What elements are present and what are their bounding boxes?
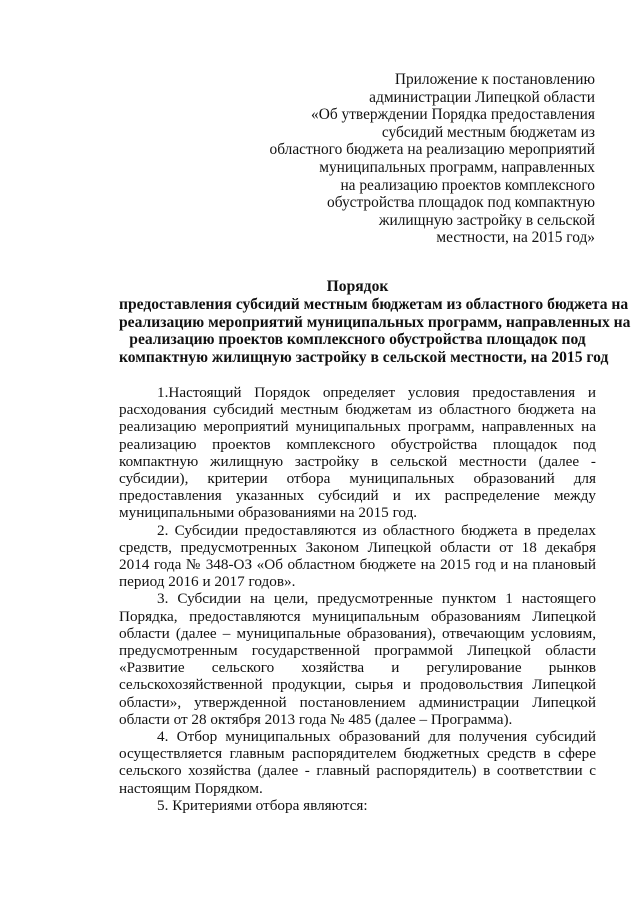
- appendix-line: местности, на 2015 год»: [436, 229, 595, 247]
- appendix-line: Приложение к постановлению: [394, 71, 595, 88]
- appendix-line: на реализацию проектов комплексного: [340, 176, 595, 194]
- paragraph-2: 2. Субсидии предоставляются из областного бюджета в пределах средств, предусмотренных Законом Липецкой области от 18 декабря 2014 года № 348-ОЗ «Об областном бюджете на 2015 год и на плановый период 2016 и 2017 годов».: [119, 521, 596, 591]
- appendix-line: «Об утверждении Порядка предоставления: [311, 106, 595, 124]
- appendix-line: субсидий местным бюджетам из: [381, 123, 595, 141]
- paragraph-4: 4. Отбор муниципальных образований для получения субсидий осуществляется главным распорядителем бюджетных средств в сфере сельского хозяйства (далее - главный распорядитель) в соответствии с настоящим Порядком.: [119, 727, 596, 797]
- appendix-line: муниципальных программ, направленных: [319, 158, 595, 176]
- title-line: предоставления субсидий местным бюджетам из областного бюджета на: [119, 295, 629, 313]
- appendix-line: администрации Липецкой области: [369, 88, 595, 106]
- appendix-header: [119, 71, 596, 247]
- document-title: [119, 277, 631, 367]
- paragraph-1: 1.Настоящий Порядок определяет условия предоставления и расходования субсидий местным бюджетам из областного бюджета на реализацию мероприятий муниципальных программ, направленных на реализацию проектов комплексного обустройства площадок под компактную жилищную застройку в сельской местности (далее - субсидии), критерии отбора муниципальных образований для предоставления указанных субсидий и их распределение между муниципальными образованиями на 2015 год.: [119, 383, 596, 522]
- paragraph-3: 3. Субсидии на цели, предусмотренные пунктом 1 настоящего Порядка, предоставляются муниципальным образованиям Липецкой области (далее – муниципальные образования), отвечающим условиям, предусмотренным государственной программой Липецкой области «Развитие сельского хозяйства и регулирование рынков сельскохозяйственной продукции, сырья и продовольствия Липецкой области», утвержденной постановлением администрации Липецкой области от 28 октября 2013 года № 485 (далее – Программа).: [119, 590, 596, 728]
- title-heading: Порядок: [326, 277, 389, 295]
- appendix-line: областного бюджета на реализацию мероприятий: [269, 141, 595, 159]
- document-body: [119, 384, 596, 814]
- title-line: компактную жилищную застройку в сельской местности, на 2015 год: [119, 349, 609, 367]
- appendix-line: жилищную застройку в сельской: [378, 211, 595, 229]
- title-line: реализацию проектов комплексного обустройства площадок под: [129, 331, 586, 349]
- paragraph-5: 5. Критериями отбора являются:: [157, 796, 368, 814]
- title-line: реализацию мероприятий муниципальных программ, направленных на: [119, 313, 631, 331]
- appendix-line: обустройства площадок под компактную: [327, 194, 595, 212]
